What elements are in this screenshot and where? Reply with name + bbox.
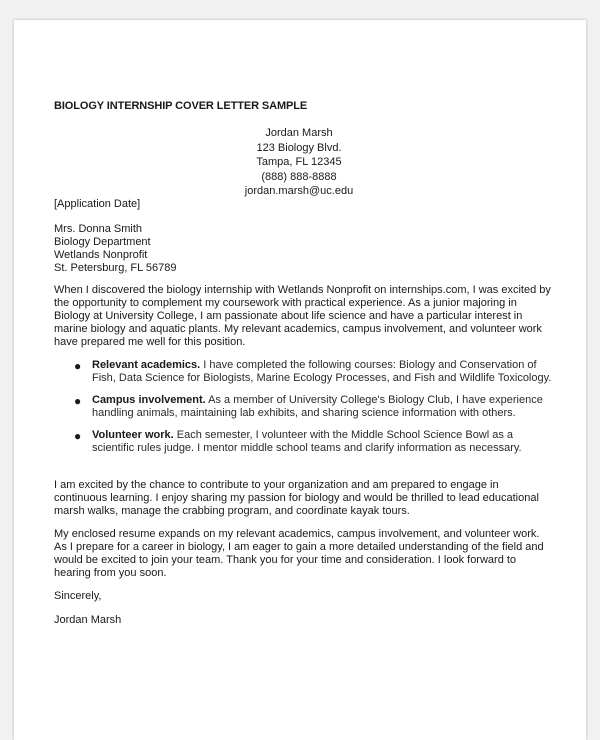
sender-email: jordan.marsh@uc.edu <box>244 185 354 197</box>
list-item <box>54 394 554 420</box>
bullet-text: As a member of University College's Biology Club, I have experience handling animals, maintaining lab exhibits, and sharing science information with others. <box>92 394 543 419</box>
bullet-text: Each semester, I volunteer with the Middle School Science Bowl as a scientific rules judge. I mentor middle school teams and clarify information as necessary. <box>92 429 522 454</box>
closing: Sincerely, <box>54 590 102 602</box>
bullet-dot-icon: ● <box>74 359 82 373</box>
bullet-heading: Volunteer work. <box>92 429 174 441</box>
bullet-dot-icon: ● <box>74 429 82 443</box>
qualifications-list <box>54 359 554 464</box>
recipient-address-block <box>54 223 177 275</box>
sender-phone: (888) 888-8888 <box>261 170 337 183</box>
sender-name: Jordan Marsh <box>265 127 333 139</box>
recipient-department: Biology Department <box>54 236 151 248</box>
sender-city: Tampa, FL 12345 <box>256 156 342 168</box>
list-item <box>54 359 554 385</box>
document-page <box>14 20 586 740</box>
document-title: BIOLOGY INTERNSHIP COVER LETTER SAMPLE <box>54 100 308 112</box>
bullet-dot-icon: ● <box>74 394 82 408</box>
paragraph-2: I am excited by the chance to contribute to your organization and am prepared to engage in continuous learning. I enjoy sharing my passion for biology and would be thrilled to lead educational marsh walks, manage the crabbing program, and coordinate kayak tours. <box>54 479 539 517</box>
paragraph-3: My enclosed resume expands on my relevant academics, campus involvement, and volunteer work. As I prepare for a career in biology, I am eager to gain a more detailed understanding of the field and would be excited to join your team. Thank you for your time and consideration. I look forward to hearing from you soon. <box>54 528 544 579</box>
recipient-city: St. Petersburg, FL 56789 <box>54 262 177 274</box>
sender-address-block <box>199 126 399 199</box>
bullet-heading: Campus involvement. <box>92 394 206 406</box>
recipient-organization: Wetlands Nonprofit <box>54 249 148 261</box>
signature-name: Jordan Marsh <box>54 614 122 626</box>
recipient-name: Mrs. Donna Smith <box>54 223 143 235</box>
sender-street: 123 Biology Blvd. <box>256 141 342 154</box>
bullet-heading: Relevant academics. <box>92 359 201 371</box>
application-date: [Application Date] <box>54 198 141 210</box>
bullet-text: I have completed the following courses: Biology and Conservation of Fish, Data Science for Biologists, Marine Ecology Processes, and Fish and Wildlife Toxicology. <box>92 359 552 384</box>
list-item <box>54 429 554 455</box>
intro-paragraph: When I discovered the biology internship with Wetlands Nonprofit on internships.com, I was excited by the opportunity to complement my coursework with practical experience. As a junior majoring in Biology at University College, I am passionate about life science and have a particular interest in marine biology and aquatic plants. My relevant academics, campus involvement, and volunteer work have prepared me well for this position. <box>54 284 551 348</box>
